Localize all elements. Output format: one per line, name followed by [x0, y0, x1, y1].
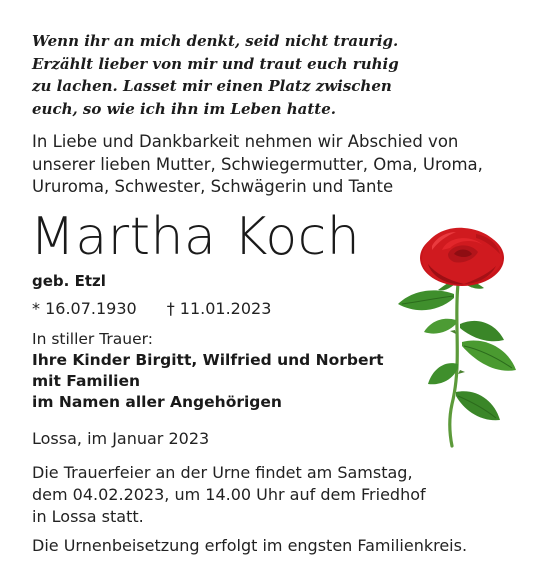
mourners-block [32, 329, 412, 413]
birth-date: * 16.07.1930 [32, 299, 137, 318]
mourners-line: im Namen aller Angehörigen [32, 393, 282, 411]
place-date: Lossa, im Januar 2023 [32, 429, 210, 448]
death-date: † 11.01.2023 [166, 299, 272, 318]
mourners-line: Ihre Kinder Birgitt, Wilfried und Norbert [32, 351, 384, 369]
poem-line: zu lachen. Lasset mir einen Platz zwischen [32, 77, 392, 95]
poem-line: Wenn ihr an mich denkt, seid nicht traurig. [32, 32, 399, 50]
intro-line: Ururoma, Schwester, Schwägerin und Tante [32, 177, 394, 196]
ceremony-line: dem 04.02.2023, um 14.00 Uhr auf dem Friedhof [32, 485, 426, 504]
deceased-name: Martha Koch [30, 207, 361, 267]
birth-name: geb. Etzl [32, 272, 106, 290]
intro-line: In Liebe und Dankbarkeit nehmen wir Abschied von [32, 132, 459, 151]
mourners-heading: In stiller Trauer: [32, 330, 153, 348]
intro-line: unserer lieben Mutter, Schwiegermutter, Oma, Uroma, [32, 154, 483, 174]
ceremony-line: in Lossa statt. [32, 507, 144, 526]
poem-verse [32, 30, 412, 120]
life-dates [32, 298, 271, 320]
farewell-intro [32, 131, 512, 199]
poem-line: Erzählt lieber von mir und traut euch ruhig [32, 54, 399, 73]
poem-line: euch, so wie ich ihn im Leben hatte. [32, 99, 336, 118]
burial-info: Die Urnenbeisetzung erfolgt im engsten Familienkreis. [32, 536, 468, 555]
red-rose-icon [392, 224, 532, 454]
ceremony-line: Die Trauerfeier an der Urne findet am Samstag, [32, 463, 413, 482]
mourners-line: mit Familien [32, 372, 141, 390]
ceremony-info [32, 462, 512, 528]
